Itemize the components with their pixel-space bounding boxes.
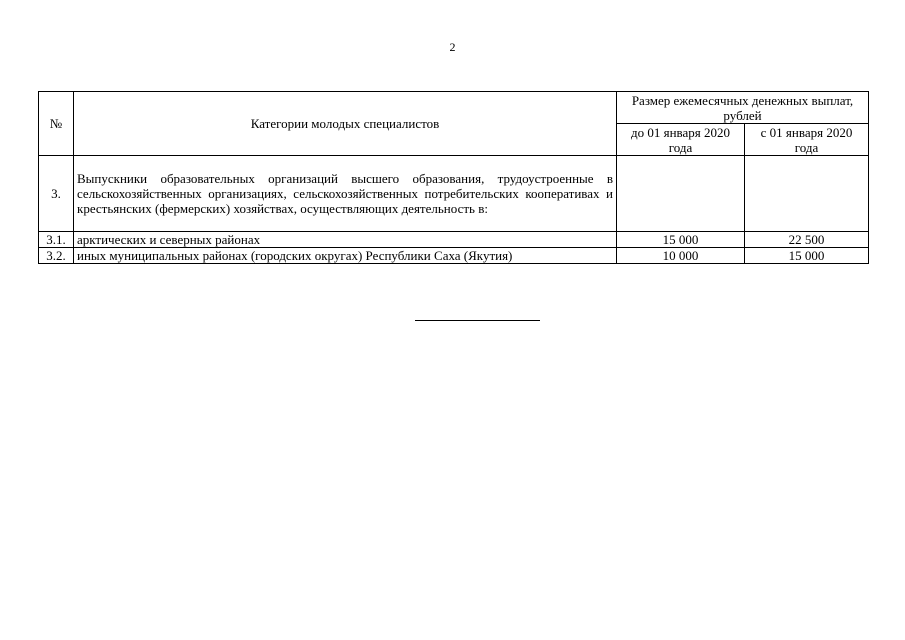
header-before-2020: до 01 января 2020 года bbox=[617, 124, 745, 156]
end-of-document-line bbox=[415, 320, 540, 321]
header-number: № bbox=[39, 92, 74, 156]
table-row bbox=[39, 156, 869, 232]
header-category: Категории молодых специалистов bbox=[74, 92, 617, 156]
row-value-before: 15 000 bbox=[617, 232, 745, 248]
row-category: арктических и северных районах bbox=[74, 232, 617, 248]
payments-table bbox=[38, 91, 869, 264]
table-row bbox=[39, 232, 869, 248]
row-value-after: 15 000 bbox=[745, 248, 869, 264]
header-from-2020: с 01 января 2020 года bbox=[745, 124, 869, 156]
header-payment-group: Размер ежемесячных денежных выплат, рублей bbox=[617, 92, 869, 124]
row-value-after bbox=[745, 156, 869, 232]
row-number: 3.2. bbox=[39, 248, 74, 264]
row-value-before bbox=[617, 156, 745, 232]
row-value-before: 10 000 bbox=[617, 248, 745, 264]
row-number: 3. bbox=[39, 156, 74, 232]
row-value-after: 22 500 bbox=[745, 232, 869, 248]
row-category: Выпускники образовательных организаций высшего образования, трудоустроенные в сельскохозяйственных организациях, сельскохозяйственных потребительских кооперативах и крестьянских (фермерских) хозяйствах, осуществляющих деятельность в: bbox=[74, 156, 617, 232]
table-row bbox=[39, 248, 869, 264]
page-number: 2 bbox=[449, 40, 456, 54]
table-header-row bbox=[39, 92, 869, 124]
row-number: 3.1. bbox=[39, 232, 74, 248]
row-category: иных муниципальных районах (городских округах) Республики Саха (Якутия) bbox=[74, 248, 617, 264]
